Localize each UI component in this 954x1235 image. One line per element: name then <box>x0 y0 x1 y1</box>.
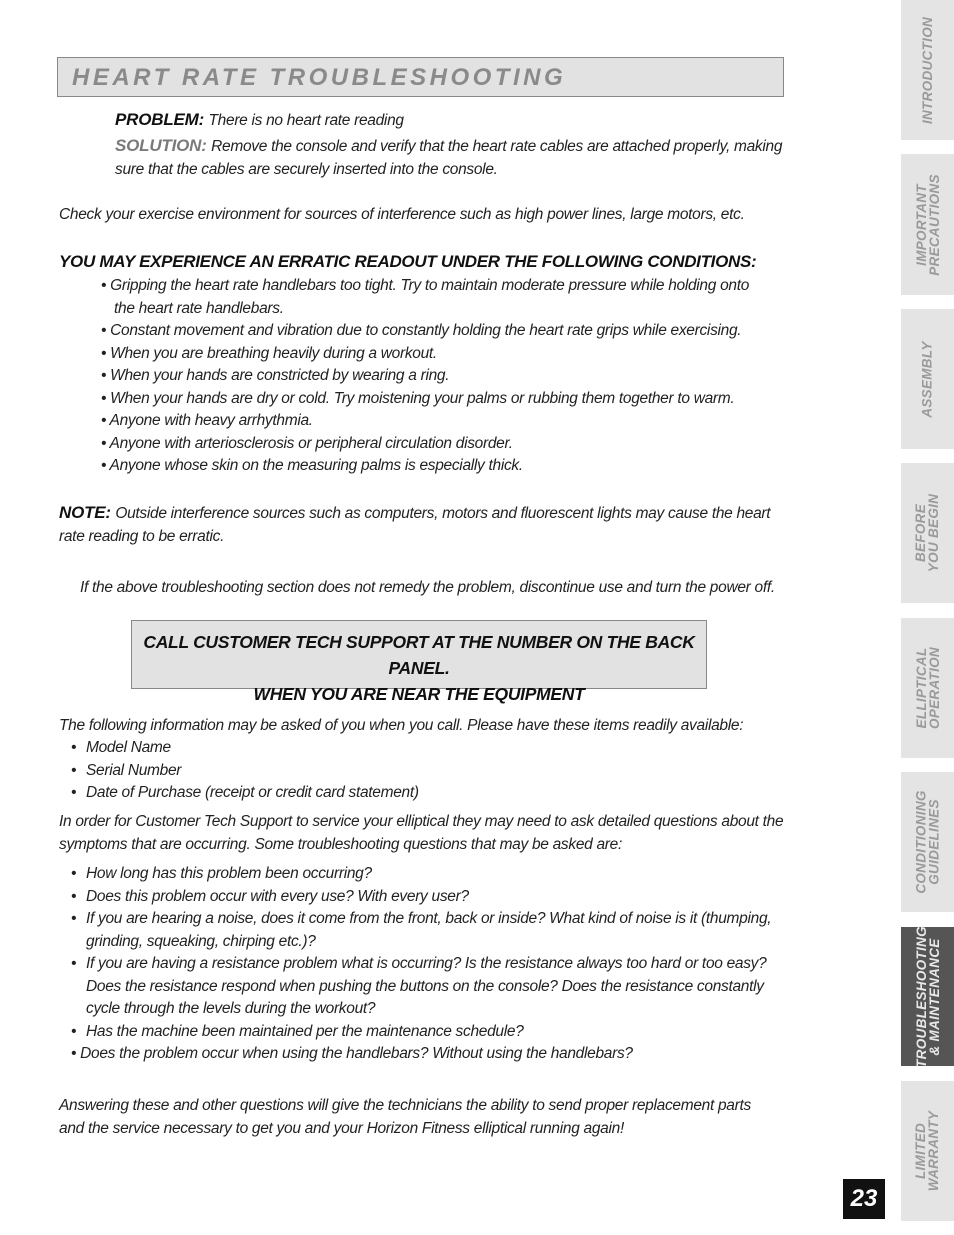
solution-text-line1: Remove the console and verify that the heart rate cables are attached properly, making <box>211 138 783 155</box>
question-text: Does the resistance respond when pushing the buttons on the console? Does the resistance constantly <box>86 977 764 995</box>
questions-intro <box>59 811 799 856</box>
erratic-condition-text: • When your hands are constricted by wearing a ring. <box>101 367 450 384</box>
side-tab-introduction[interactable] <box>901 0 954 140</box>
bullet-icon: • <box>71 761 77 779</box>
erratic-condition-item <box>101 388 801 411</box>
question-text: grinding, squeaking, chirping etc.)? <box>86 932 316 950</box>
side-tab-elliptical-operation[interactable] <box>901 618 954 758</box>
question-item <box>71 1021 801 1044</box>
side-tab-assembly[interactable] <box>901 309 954 449</box>
question-text: cycle through the levels during the workout? <box>86 1000 376 1017</box>
remedy-text: If the above troubleshooting section does not remedy the problem, discontinue use and turn the power off. <box>80 579 775 596</box>
side-tab-important-precautions[interactable] <box>901 154 954 295</box>
side-tab-label <box>915 647 941 729</box>
side-tab-label <box>915 926 941 1068</box>
side-tab-label <box>915 790 941 893</box>
side-tab-limited-warranty[interactable] <box>901 1081 954 1221</box>
bullet-icon: • <box>71 865 77 882</box>
info-item <box>71 737 771 760</box>
info-text: Date of Purchase (receipt or credit card statement) <box>86 784 419 801</box>
page-number: 23 <box>843 1179 885 1219</box>
question-text: Does this problem occur with every use? With every user? <box>86 887 469 905</box>
erratic-condition-item <box>101 433 801 456</box>
erratic-condition-item <box>101 455 801 478</box>
info-text: Model Name <box>86 739 171 756</box>
side-tab-label-line: PRECAUTIONS <box>926 173 942 276</box>
closing-line1: Answering these and other questions will give the technicians the ability to send proper replacement parts <box>59 1097 751 1114</box>
question-item <box>71 953 801 1021</box>
problem-line <box>115 110 404 133</box>
bullet-icon: • <box>71 955 77 972</box>
questions-list <box>71 863 801 1043</box>
erratic-condition-text: the heart rate handlebars. <box>114 299 284 317</box>
environment-text: Check your exercise environment for sources of interference such as high power lines, large motors, etc. <box>59 206 745 223</box>
side-tab-before-you-begin[interactable] <box>901 463 954 603</box>
erratic-condition-item <box>101 275 801 320</box>
question-text: If you are hearing a noise, does it come from the front, back or inside? What kind of noise is it (thumping, <box>86 910 772 927</box>
info-intro: The following information may be asked of you when you call. Please have these items readily available: <box>59 717 744 734</box>
side-tab-label-line: LIMITED <box>913 1122 929 1180</box>
erratic-condition-text: • Constant movement and vibration due to constantly holding the heart rate grips while exercising. <box>101 322 742 339</box>
side-tab-label <box>915 1111 941 1191</box>
side-tab-troubleshooting-maintenance[interactable] <box>901 927 954 1066</box>
side-tab-label-line: ELLIPTICAL <box>913 647 929 729</box>
side-tab-label-line: GUIDELINES <box>926 799 942 885</box>
question-text: Has the machine been maintained per the maintenance schedule? <box>86 1022 524 1040</box>
bullet-icon: • <box>71 887 77 905</box>
side-tab-label-line: INTRODUCTION <box>920 16 935 124</box>
side-tab-label-line: TROUBLESHOOTING <box>913 925 929 1068</box>
side-tab-label <box>921 341 934 417</box>
side-tab-label-line: ASSEMBLY <box>920 340 935 418</box>
solution-block <box>115 136 805 181</box>
question-item-handlebars: • Does the problem occur when using the handlebars? Without using the handlebars? <box>71 1045 633 1062</box>
erratic-heading: YOU MAY EXPERIENCE AN ERRATIC READOUT UNDER THE FOLLOWING CONDITIONS: <box>59 252 757 271</box>
side-tab-label-line: BEFORE <box>913 503 929 563</box>
side-tab-label <box>915 494 941 572</box>
bullet-icon: • <box>71 910 77 927</box>
solution-text-line2: sure that the cables are securely inserted into the console. <box>115 160 498 178</box>
side-tab-label-line: WARRANTY <box>926 1110 942 1192</box>
info-items-list <box>71 737 771 805</box>
problem-text: There is no heart rate reading <box>208 112 404 129</box>
side-tab-label-line: CONDITIONING <box>913 790 929 894</box>
erratic-condition-text: • Anyone with heavy arrhythmia. <box>101 412 313 429</box>
side-tab-label-line: YOU BEGIN <box>926 493 942 573</box>
problem-label: PROBLEM: <box>115 110 205 129</box>
note-label: NOTE: <box>59 503 111 522</box>
erratic-condition-text: • Gripping the heart rate handlebars too tight. Try to maintain moderate pressure while holding onto <box>101 277 750 294</box>
side-tab-label <box>915 174 941 276</box>
side-tab-label-line: IMPORTANT <box>913 183 929 266</box>
question-item <box>71 863 801 886</box>
section-title: HEART RATE TROUBLESHOOTING <box>72 64 567 91</box>
call-support-line1: CALL CUSTOMER TECH SUPPORT AT THE NUMBER ON THE BACK PANEL. <box>143 632 695 678</box>
bullet-icon: • <box>71 1022 77 1040</box>
note-block <box>59 503 799 548</box>
erratic-condition-text: • When your hands are dry or cold. Try moistening your palms or rubbing them together to warm. <box>101 389 735 407</box>
side-tab-label-line: & MAINTENANCE <box>926 937 942 1056</box>
solution-label: SOLUTION: <box>115 136 207 155</box>
erratic-condition-text: • When you are breathing heavily during a workout. <box>101 344 437 362</box>
erratic-condition-item <box>101 343 801 366</box>
questions-intro-line1: In order for Customer Tech Support to service your elliptical they may need to ask detailed questions about the <box>59 813 784 830</box>
question-item <box>71 908 801 953</box>
info-item <box>71 782 771 805</box>
call-support-box <box>131 620 707 704</box>
side-tab-conditioning-guidelines[interactable] <box>901 772 954 912</box>
erratic-condition-text: • Anyone whose skin on the measuring palms is especially thick. <box>101 457 523 474</box>
side-tab-label <box>921 16 934 123</box>
question-text: How long has this problem been occurring? <box>86 865 372 882</box>
questions-intro-line2: symptoms that are occurring. Some troubleshooting questions that may be asked are: <box>59 835 622 853</box>
closing-line2: and the service necessary to get you and your Horizon Fitness elliptical running again! <box>59 1119 624 1137</box>
call-support-line2: WHEN YOU ARE NEAR THE EQUIPMENT <box>253 684 585 704</box>
erratic-condition-item <box>101 365 801 388</box>
erratic-condition-text: • Anyone with arteriosclerosis or peripheral circulation disorder. <box>101 434 513 452</box>
note-text-line1: Outside interference sources such as computers, motors and fluorescent lights may cause the heart <box>115 505 771 522</box>
bullet-icon: • <box>71 739 77 756</box>
info-text: Serial Number <box>86 761 182 779</box>
bullet-icon: • <box>71 784 77 801</box>
note-text-line2: rate reading to be erratic. <box>59 527 225 545</box>
question-item <box>71 886 801 909</box>
closing-paragraph <box>59 1095 799 1140</box>
erratic-conditions-list <box>101 275 801 478</box>
info-item <box>71 760 771 783</box>
section-title-banner <box>57 57 784 97</box>
side-tab-label-line: OPERATION <box>926 647 942 729</box>
question-text: If you are having a resistance problem what is occurring? Is the resistance always too hard or too easy? <box>86 955 767 972</box>
erratic-condition-item <box>101 410 801 433</box>
erratic-condition-item <box>101 320 801 343</box>
